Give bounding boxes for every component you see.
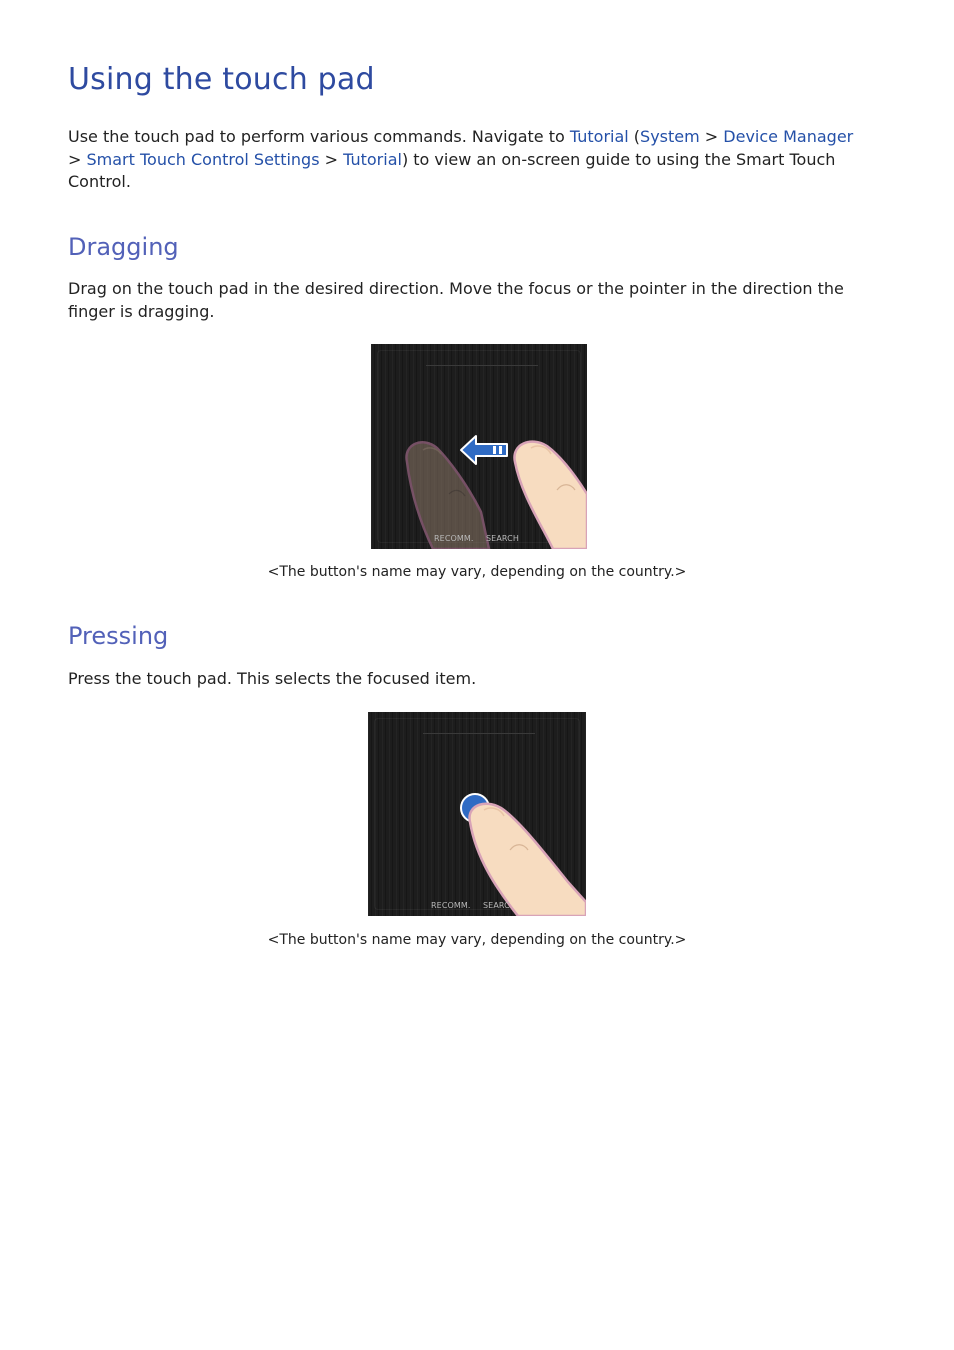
- link-tutorial[interactable]: Tutorial: [569, 127, 629, 146]
- breadcrumb-separator: >: [699, 127, 724, 146]
- touch-pad-press-illustration: [368, 712, 586, 916]
- section-heading-dragging: Dragging: [68, 233, 179, 261]
- dragging-caption: <The button's name may vary, depending on the country.>: [267, 564, 687, 580]
- breadcrumb-separator: >: [68, 149, 87, 169]
- arrow-left-icon: [461, 436, 507, 464]
- intro-text: Use the touch pad to perform various commands. Navigate to: [68, 127, 570, 146]
- pressing-caption: <The button's name may vary, depending on the country.>: [267, 932, 687, 948]
- press-gesture-graphic: [368, 712, 586, 916]
- pressing-paragraph: Press the touch pad. This selects the focused item.: [68, 669, 477, 688]
- link-smart-touch-control-settings[interactable]: Smart Touch Control Settings: [86, 149, 320, 169]
- finger-icon: [470, 804, 586, 916]
- intro-paragraph: [68, 126, 858, 194]
- recomm-button-label: RECOMM.: [434, 534, 474, 543]
- link-tutorial-2[interactable]: Tutorial: [343, 149, 402, 169]
- link-system[interactable]: System: [640, 127, 700, 146]
- breadcrumb-separator: >: [319, 149, 344, 169]
- touch-pad-drag-illustration: [371, 344, 587, 549]
- page-title: Using the touch pad: [68, 62, 375, 97]
- finger-icon: [514, 442, 587, 549]
- section-heading-pressing: Pressing: [68, 622, 169, 650]
- drag-gesture-graphic: [371, 344, 587, 549]
- search-button-label: SEARC: [483, 901, 510, 910]
- intro-text: (: [628, 127, 641, 146]
- recomm-button-label: RECOMM.: [431, 901, 471, 910]
- link-device-manager[interactable]: Device Manager: [723, 127, 854, 146]
- dragging-paragraph: Drag on the touch pad in the desired direction. Move the focus or the pointer in the direction the finger is dragging.: [68, 279, 844, 321]
- search-button-label: SEARCH: [486, 534, 519, 543]
- intro-text: ) to view an on-screen guide to using the Smart Touch Control.: [68, 149, 836, 191]
